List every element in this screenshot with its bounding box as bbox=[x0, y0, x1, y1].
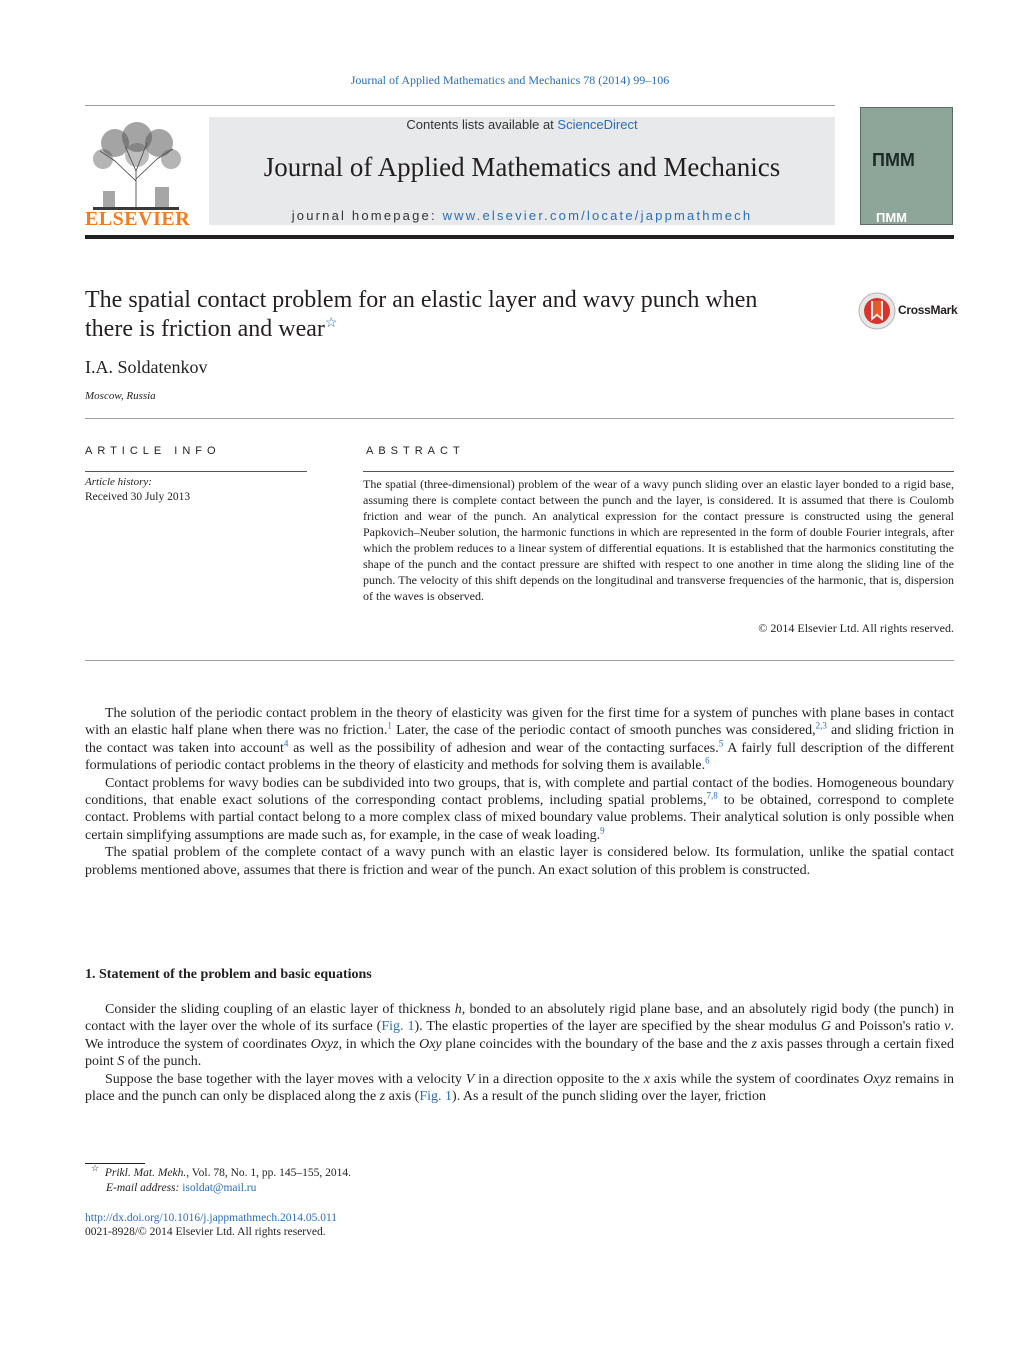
rule-under-affiliation bbox=[85, 418, 954, 419]
journal-title: Journal of Applied Mathematics and Mechanics bbox=[263, 152, 781, 182]
figure-1-link[interactable]: Fig. 1 bbox=[381, 1019, 415, 1035]
section-1-text bbox=[85, 1001, 954, 1105]
article-info-heading: ARTICLE INFO bbox=[85, 445, 221, 457]
introduction-text bbox=[85, 705, 954, 879]
contents-line bbox=[209, 117, 835, 132]
affiliation: Moscow, Russia bbox=[85, 390, 156, 402]
crossmark-label[interactable]: CrossMark bbox=[898, 303, 958, 317]
abstract-text: The spatial (three-dimensional) problem of the wear of a wavy punch sliding over an elastic layer bonded to a rigid base, assuming there is complete contact between the punch and the layer, is considered. It is assumed that there is Coulomb friction and wear of the punch. An analytical expression for the contact pressure is constructed using the general Papkovich–Neuber solution, the harmonic functions in which are represented in the form of double Fourier integrals, after which the problem reduces to a linear system of differential equations. It is established that the harmonics constituting the shape of the punch and the contact pressure are shifted with respect to one another in time along the sliding line of the punch. The velocity of this shift depends on the longitudinal and transverse frequencies of the harmonic, that is, dispersion of the waves is observed. bbox=[363, 477, 954, 603]
doi-link[interactable]: http://dx.doi.org/10.1016/j.jappmathmech.2014.05.011 bbox=[85, 1212, 338, 1224]
section-1-heading: 1. Statement of the problem and basic equations bbox=[85, 967, 372, 982]
article-info-rule bbox=[85, 471, 307, 472]
footnote-star-mark: ☆ bbox=[91, 1163, 100, 1174]
cover-bottom-title: ПММ bbox=[876, 210, 908, 225]
rule-under-abstract bbox=[85, 660, 954, 661]
title-footnote-mark[interactable]: ☆ bbox=[324, 316, 338, 331]
article-history-label: Article history: bbox=[85, 476, 152, 488]
article-title bbox=[85, 286, 845, 344]
intro-paragraph-1: The solution of the periodic contact problem in the theory of elasticity was given for the first time for a system of punches with plane bases in contact with an elastic half plane when there was no friction.$^1$ Later, the case of the periodic contact of smooth punches was considered,$^{2,3}$ and sliding friction in the contact was taken into account$^4$ as well as the possibility of adhesion and wear of the contacting surfaces.$^5$ A fairly full description of the different formulations of periodic contact problems in the theory of elasticity and methods for solving them is available.$^6$ bbox=[85, 706, 955, 774]
homepage-prefix: journal homepage: bbox=[291, 208, 443, 223]
author-email-link[interactable]: isoldat@mail.ru bbox=[182, 1182, 257, 1194]
intro-paragraph-3: The spatial problem of the complete contact of a wavy punch with an elastic layer is considered below. Its formulation, unlike the spatial contact problems mentioned above, assumes that there is friction and wear of the punch. An exact solution of this problem is constructed. bbox=[85, 845, 954, 878]
running-head[interactable]: Journal of Applied Mathematics and Mechanics 78 (2014) 99–106 bbox=[350, 73, 670, 87]
article-title-line1: The spatial contact problem for an elastic layer and wavy punch when bbox=[85, 287, 758, 313]
ref-link[interactable]: 4 bbox=[283, 738, 289, 749]
ref-link[interactable]: 1 bbox=[387, 720, 392, 731]
abstract-rule bbox=[363, 471, 954, 472]
ref-link[interactable]: 6 bbox=[705, 755, 710, 766]
elsevier-wordmark: ELSEVIER bbox=[85, 208, 191, 230]
received-date: Received 30 July 2013 bbox=[85, 491, 191, 503]
ref-link[interactable]: 7,8 bbox=[706, 790, 718, 801]
ref-link[interactable]: 5 bbox=[718, 738, 724, 749]
section1-paragraph-1: Consider the sliding coupling of an elastic layer of thickness h, bonded to an absolutely rigid plane base, and an absolutely rigid body (the punch) in contact with the layer over the whole of its surface (Fig. 1). The elastic properties of the layer are specified by the shear modulus G and Poisson's ratio ν. We introduce the system of coordinates Oxyz, in which the Oxy plane coincides with the boundary of the base and the z axis passes through a certain fixed point S of the punch. bbox=[85, 1002, 954, 1070]
abstract-heading: ABSTRACT bbox=[366, 445, 465, 457]
abstract-copyright: © 2014 Elsevier Ltd. All rights reserved. bbox=[758, 621, 954, 635]
article-title-line2: there is friction and wear bbox=[85, 316, 325, 342]
contents-prefix: Contents lists available at bbox=[406, 117, 558, 132]
cover-title: ПММ bbox=[872, 150, 915, 170]
ref-link[interactable]: 2,3 bbox=[815, 720, 827, 731]
figure-1-link[interactable]: Fig. 1 bbox=[419, 1089, 453, 1105]
homepage-line bbox=[209, 208, 835, 223]
author-name: I.A. Soldatenkov bbox=[85, 357, 208, 377]
sciencedirect-link[interactable]: ScienceDirect bbox=[557, 117, 638, 132]
issn-copyright: 0021-8928/© 2014 Elsevier Ltd. All rights reserved. bbox=[85, 1226, 326, 1238]
ref-link[interactable]: 9 bbox=[600, 825, 605, 836]
top-rule bbox=[85, 105, 835, 106]
section1-paragraph-2: Suppose the base together with the layer moves with a velocity V in a direction opposite to the x axis while the system of coordinates Oxyz remains in place and the punch can only be displaced along the z axis (Fig. 1). As a result of the punch sliding over the layer, friction bbox=[85, 1071, 955, 1105]
header-thick-rule bbox=[85, 235, 954, 239]
footnote-email: E-mail address: isoldat@mail.ru bbox=[106, 1182, 257, 1194]
footnote-1: ☆ Prikl. Mat. Mekh., Vol. 78, No. 1, pp. 145–155, 2014. bbox=[91, 1163, 352, 1179]
homepage-link[interactable]: www.elsevier.com/locate/jappmathmech bbox=[442, 208, 753, 223]
intro-paragraph-2: Contact problems for wavy bodies can be subdivided into two groups, that is, with complete and partial contact of the bodies. Homogeneous boundary conditions, that enable exact solutions of the corresponding contact problems, including spatial problems,$^{7,8}$ to be obtained, correspond to complete contact. Problems with partial contact belong to a more complex class of mixed boundary value problems. Their analytical solution is only possible when certain simplifying assumptions are made such as, for example, in the case of weak loading.$^9$ bbox=[85, 775, 954, 843]
